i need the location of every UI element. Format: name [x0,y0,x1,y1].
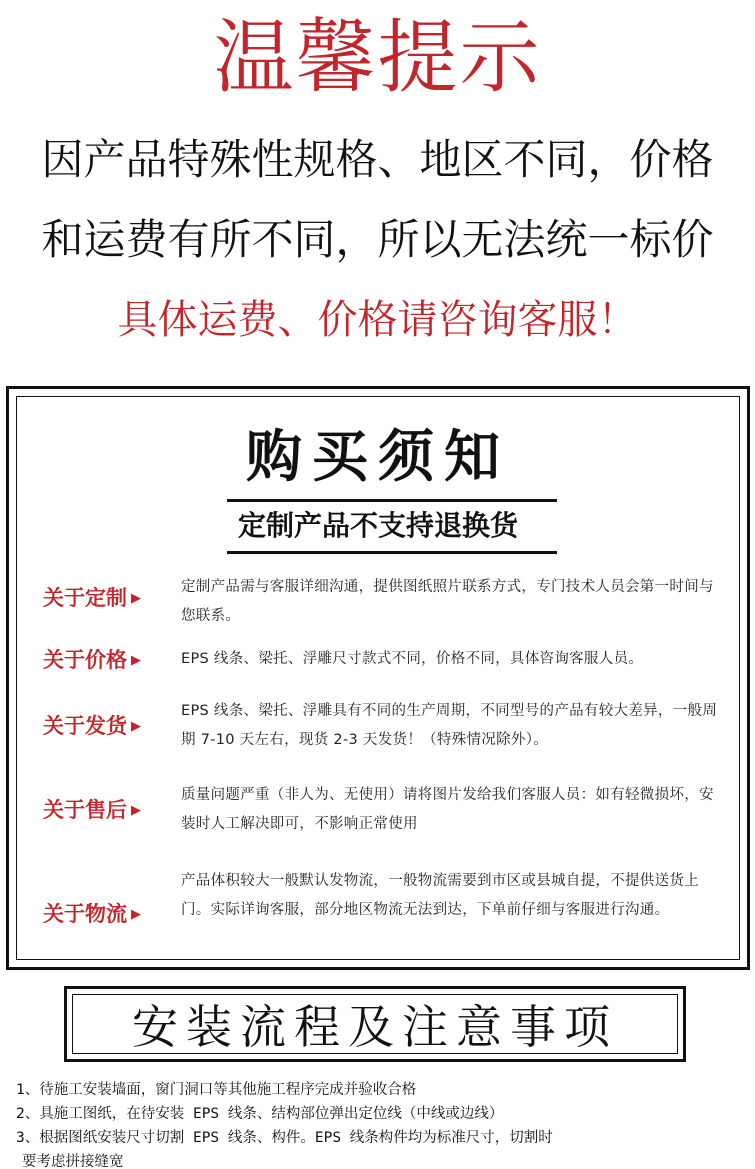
row-label: 关于定制 ▶ [43,586,141,610]
notice-contact-line: 具体运费、价格请咨询客服！ [117,297,638,343]
install-title: 安装流程及注意事项 [132,1000,618,1054]
notice-line-2: 和运费有所不同，所以无法统一标价 [41,215,714,264]
install-steps [16,1078,746,1169]
row-text: 定制产品需与客服详细沟通，提供图纸照片联系方式，专门技术人员会第一时间与您联系。 [181,579,714,624]
row-label: 关于价格 ▶ [43,648,141,672]
purchase-subtitle: 定制产品不支持退换货 [237,509,518,542]
arrow-right-icon: ▶ [131,719,141,734]
install-title-inner-frame [72,994,678,1054]
row-label: 关于售后 ▶ [43,798,141,822]
install-step: 要考虑拼接缝宽 [22,1154,124,1169]
arrow-right-icon: ▶ [131,803,141,818]
purchase-notice-inner-frame [16,396,740,960]
row-label: 关于发货 ▶ [43,714,141,738]
row-text: EPS 线条、梁托、浮雕尺寸款式不同，价格不同，具体咨询客服人员。 [181,651,644,667]
row-text: 质量问题严重（非人为、无使用）请将图片发给我们客服人员：如有轻微损坏，安装时人工解决即可，不影响正常使用 [181,787,714,832]
arrow-right-icon: ▶ [131,907,141,922]
row-text: EPS 线条、梁托、浮雕具有不同的生产周期，不同型号的产品有较大差异，一般周期 7-10 天左右，现货 2-3 天发货！（特殊情况除外）。 [181,703,718,748]
purchase-title: 购买须知 [246,424,510,490]
purchase-notice-box [6,386,750,970]
arrow-right-icon: ▶ [131,653,141,668]
subtitle-bottom-rule [227,551,557,554]
install-step: 2、具施工图纸，在待安装 EPS 线条、结构部位弹出定位线（中线或边线） [16,1106,504,1122]
row-label: 关于物流 ▶ [43,902,141,926]
install-title-box [64,986,686,1062]
subtitle-top-rule [227,499,557,502]
notice-title: 温馨提示 [213,11,542,104]
arrow-right-icon: ▶ [131,591,141,606]
row-text: 产品体积较大一般默认发物流，一般物流需要到市区或县城自提，不提供送货上门。实际详询客服，部分地区物流无法到达，下单前仔细与客服进行沟通。 [181,873,699,918]
notice-line-1: 因产品特殊性规格、地区不同，价格 [41,135,714,184]
install-step: 1、待施工安装墙面，窗门洞口等其他施工程序完成并验收合格 [16,1082,417,1098]
install-step: 3、根据图纸安装尺寸切割 EPS 线条、构件。EPS 线条构件均为标准尺寸，切割时 [16,1130,553,1146]
